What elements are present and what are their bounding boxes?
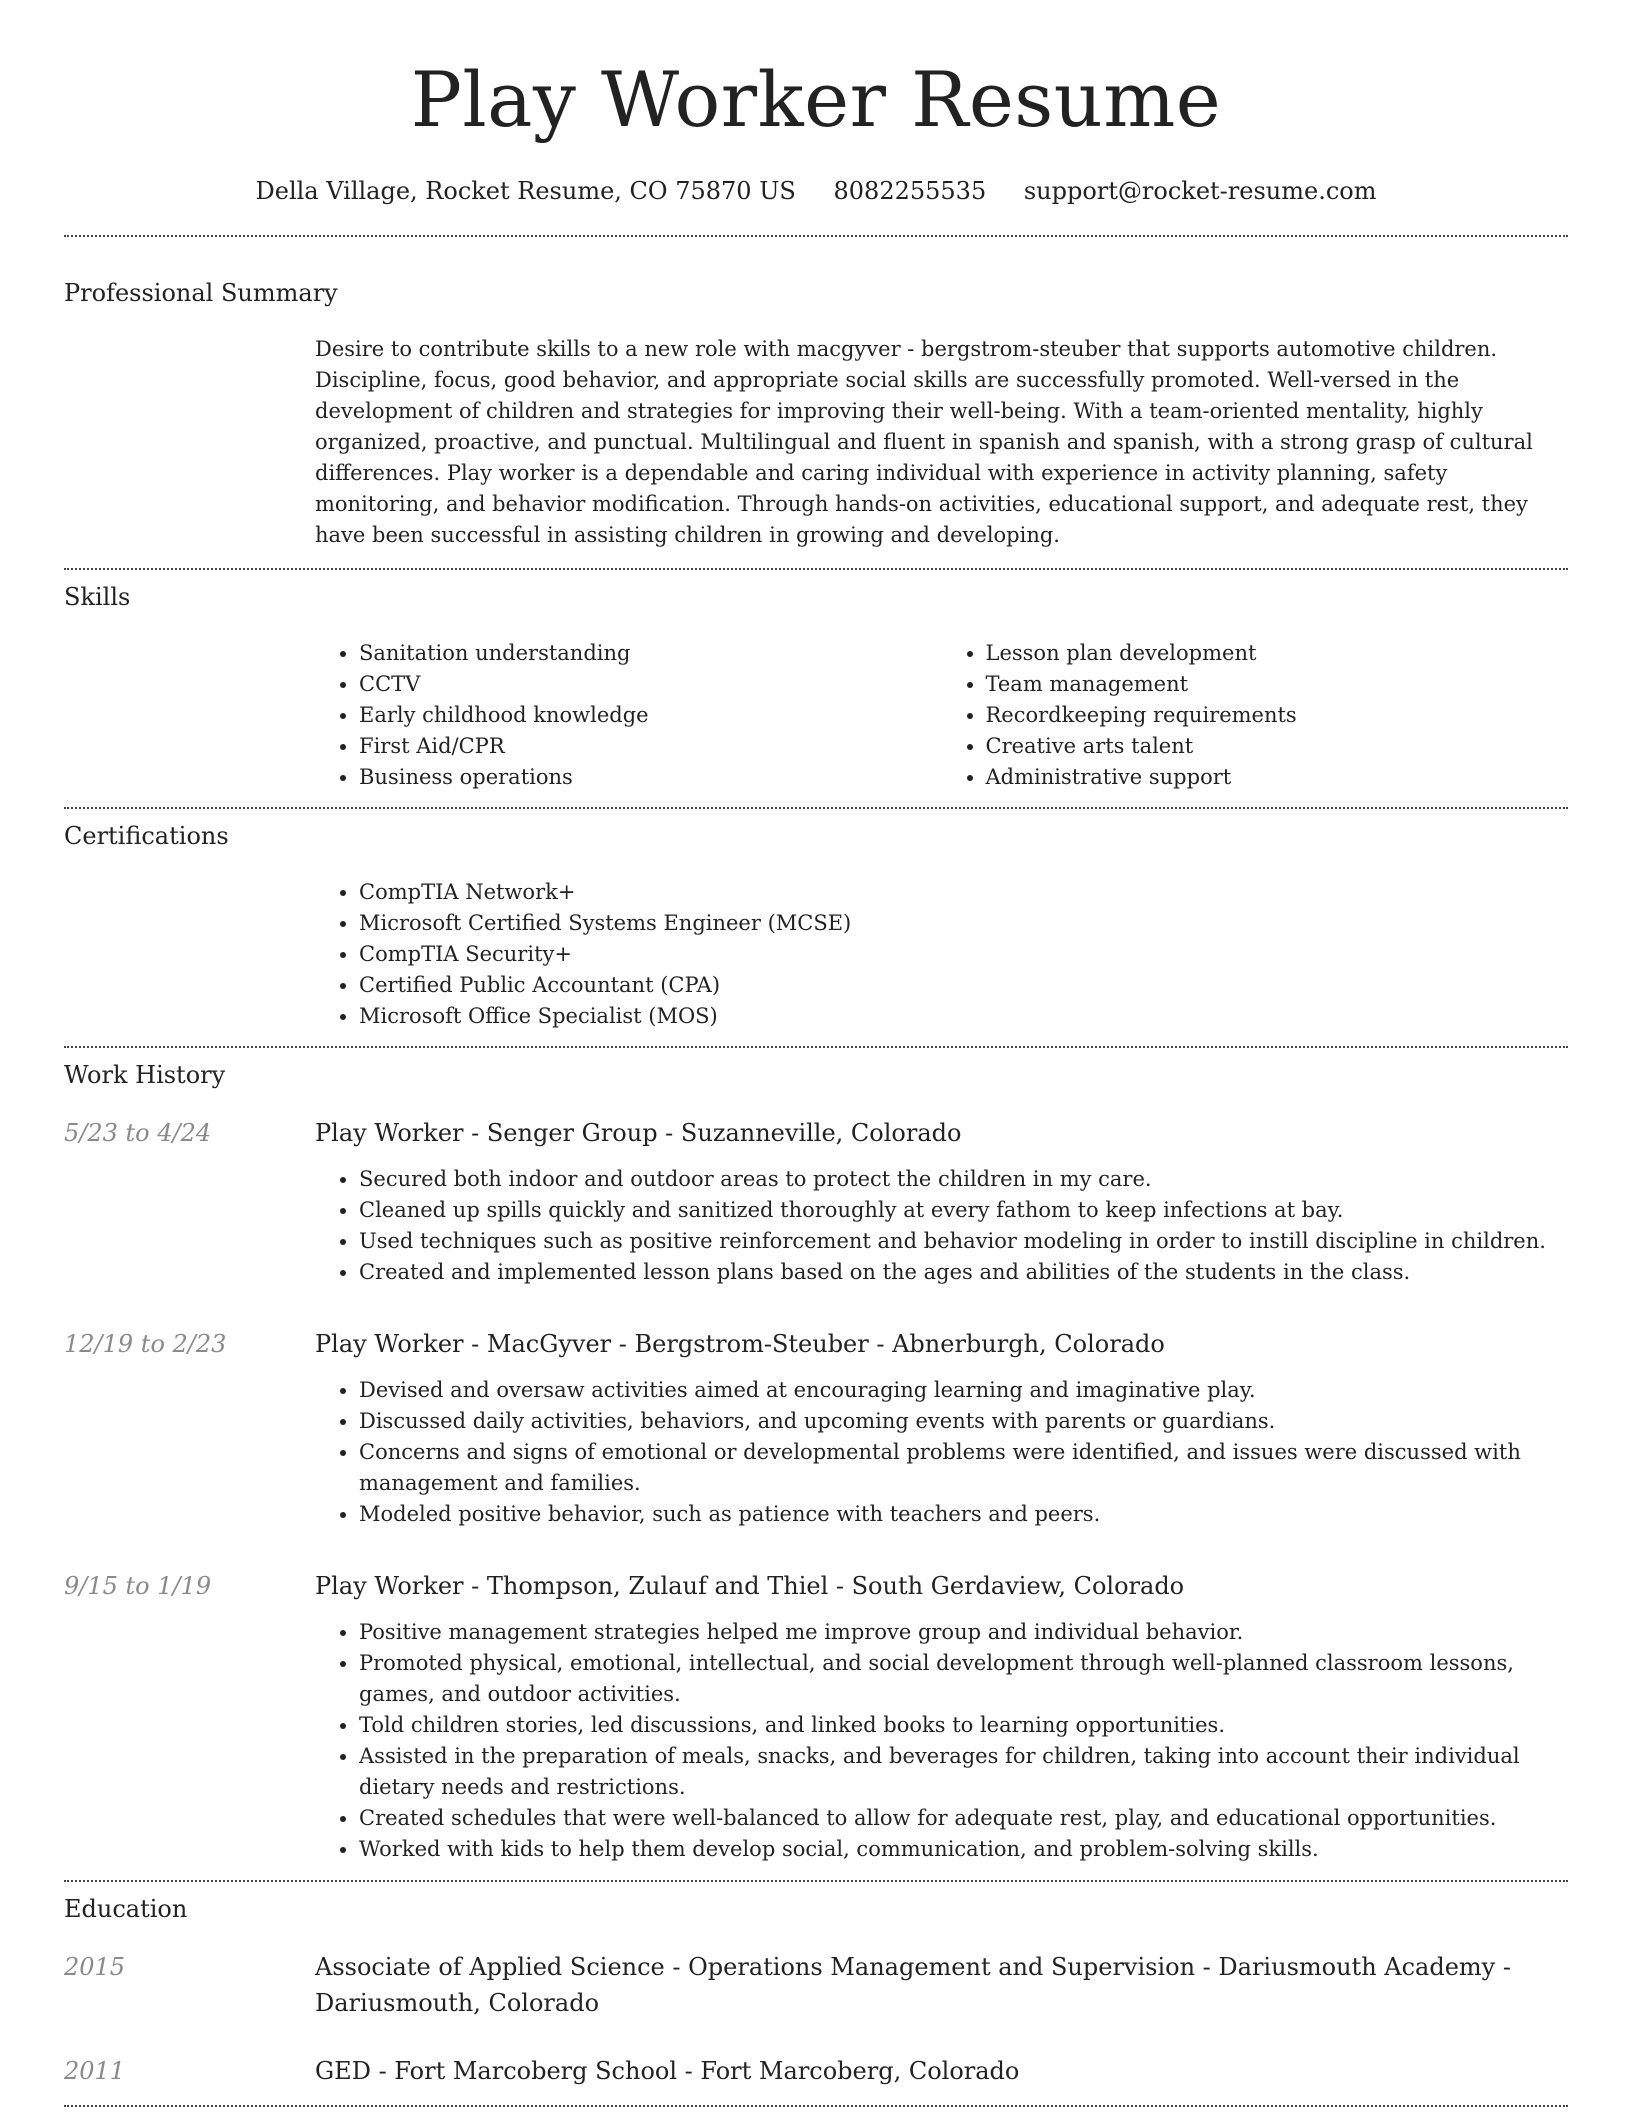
- job-bullet: • Secured both indoor and outdoor areas to protect the children in my care.: [359, 1164, 1568, 1195]
- skill-item: • CCTV: [359, 669, 942, 700]
- job-bullet: • Modeled positive behavior, such as patience with teachers and peers.: [359, 1499, 1568, 1530]
- section-divider: [64, 568, 1568, 570]
- job-bullet: • Worked with kids to help them develop social, communication, and problem-solving skills.: [359, 1834, 1568, 1865]
- skill-item: • Lesson plan development: [986, 638, 1569, 669]
- work-history-heading: Work History: [64, 1061, 226, 1089]
- summary-section: [64, 278, 1568, 551]
- skill-item: • Creative arts talent: [986, 731, 1569, 762]
- skills-right-column: [942, 638, 1569, 793]
- job-bullet: • Devised and oversaw activities aimed at encouraging learning and imaginative play.: [359, 1375, 1568, 1406]
- certification-item: • Certified Public Accountant (CPA): [359, 970, 1568, 1001]
- job-bullet: • Created schedules that were well-balanced to allow for adequate rest, play, and educational opportunities.: [359, 1803, 1568, 1834]
- job-dates: 5/23 to 4/24: [64, 1119, 212, 1147]
- certifications-section: [64, 821, 1568, 1032]
- skills-section: [64, 582, 1568, 793]
- skill-item: • Recordkeeping requirements: [986, 700, 1569, 731]
- skill-item: • Sanitation understanding: [359, 638, 942, 669]
- job-bullet: • Positive management strategies helped me improve group and individual behavior.: [359, 1617, 1568, 1648]
- education-section: [64, 1894, 1568, 2089]
- education-entry: [64, 2053, 1568, 2089]
- job-bullet: • Assisted in the preparation of meals, snacks, and beverages for children, taking into account their individual dietary needs and restrictions.: [359, 1741, 1568, 1803]
- education-title: Associate of Applied Science - Operations Management and Supervision - Dariusmouth Academy - Dariusmouth, Colorado: [315, 1953, 1511, 2017]
- job-bullet: • Created and implemented lesson plans based on the ages and abilities of the students in the class.: [359, 1257, 1568, 1288]
- education-year: 2015: [64, 1953, 126, 1981]
- skill-item: • Business operations: [359, 762, 942, 793]
- job-title: Play Worker - MacGyver - Bergstrom-Steuber - Abnerburgh, Colorado: [315, 1330, 1165, 1358]
- skill-item: • Team management: [986, 669, 1569, 700]
- job-bullets: [315, 1164, 1568, 1288]
- education-heading: Education: [64, 1895, 188, 1923]
- summary-content: [315, 334, 1568, 551]
- resume-page: [64, 0, 1568, 2107]
- section-divider: [64, 1880, 1568, 1882]
- job-bullet: • Concerns and signs of emotional or developmental problems were identified, and issues were discussed with management and families.: [359, 1437, 1568, 1499]
- job-bullet: • Cleaned up spills quickly and sanitized thoroughly at every fathom to keep infections at bay.: [359, 1195, 1568, 1226]
- section-divider: [64, 1046, 1568, 1048]
- resume-title: Play Worker Resume: [410, 55, 1222, 144]
- skills-left-column: [315, 638, 942, 793]
- contact-phone: 8082255535: [833, 177, 987, 205]
- skills-list: [315, 638, 1568, 793]
- job-entry: [64, 1568, 1568, 1865]
- contact-email: support@rocket-resume.com: [1023, 177, 1377, 205]
- skills-heading: Skills: [64, 583, 131, 611]
- job-entry: [64, 1326, 1568, 1530]
- certification-item: • CompTIA Security+: [359, 939, 1568, 970]
- skill-item: • Early childhood knowledge: [359, 700, 942, 731]
- section-divider: [64, 235, 1568, 237]
- education-entry: [64, 1949, 1568, 2021]
- certification-item: • CompTIA Network+: [359, 877, 1568, 908]
- job-bullets: [315, 1617, 1568, 1865]
- education-year: 2011: [64, 2057, 126, 2085]
- job-details: [315, 1617, 1568, 1865]
- summary-heading: Professional Summary: [64, 279, 338, 307]
- skill-item: • Administrative support: [986, 762, 1569, 793]
- job-details: [315, 1375, 1568, 1530]
- job-title: Play Worker - Senger Group - Suzanneville, Colorado: [315, 1119, 962, 1147]
- work-history-section: [64, 1060, 1568, 1865]
- job-bullet: • Promoted physical, emotional, intellectual, and social development through well-planned classroom lessons, games, and outdoor activities.: [359, 1648, 1568, 1710]
- contact-address: Della Village, Rocket Resume, CO 75870 US: [255, 177, 796, 205]
- education-title: GED - Fort Marcoberg School - Fort Marcoberg, Colorado: [315, 2057, 1020, 2085]
- certification-item: • Microsoft Office Specialist (MOS): [359, 1001, 1568, 1032]
- job-bullet: • Discussed daily activities, behaviors, and upcoming events with parents or guardians.: [359, 1406, 1568, 1437]
- section-divider: [64, 2105, 1568, 2107]
- contact-line: [64, 176, 1568, 206]
- summary-text: Desire to contribute skills to a new role with macgyver - bergstrom-steuber that supports automotive children. Discipline, focus, good behavior, and appropriate social skills are successfully promoted. Well-versed in the development of children and strategies for improving their well-being. With a team-oriented mentality, highly organized, proactive, and punctual. Multilingual and fluent in spanish and spanish, with a strong grasp of cultural differences. Play worker is a dependable and caring individual with experience in activity planning, safety monitoring, and behavior modification. Through hands-on activities, educational support, and adequate rest, they have been successful in assisting children in growing and developing.: [315, 337, 1533, 547]
- certifications-heading: Certifications: [64, 822, 229, 850]
- job-bullets: [315, 1375, 1568, 1530]
- section-divider: [64, 807, 1568, 809]
- certification-item: • Microsoft Certified Systems Engineer (MCSE): [359, 908, 1568, 939]
- job-bullet: • Told children stories, led discussions, and linked books to learning opportunities.: [359, 1710, 1568, 1741]
- job-bullet: • Used techniques such as positive reinforcement and behavior modeling in order to instill discipline in children.: [359, 1226, 1568, 1257]
- job-entry: [64, 1115, 1568, 1288]
- skill-item: • First Aid/CPR: [359, 731, 942, 762]
- job-dates: 12/19 to 2/23: [64, 1330, 227, 1358]
- job-title: Play Worker - Thompson, Zulauf and Thiel - South Gerdaview, Colorado: [315, 1572, 1185, 1600]
- certifications-content: [315, 877, 1568, 1032]
- job-dates: 9/15 to 1/19: [64, 1572, 212, 1600]
- certifications-list: [315, 877, 1568, 1032]
- job-details: [315, 1164, 1568, 1288]
